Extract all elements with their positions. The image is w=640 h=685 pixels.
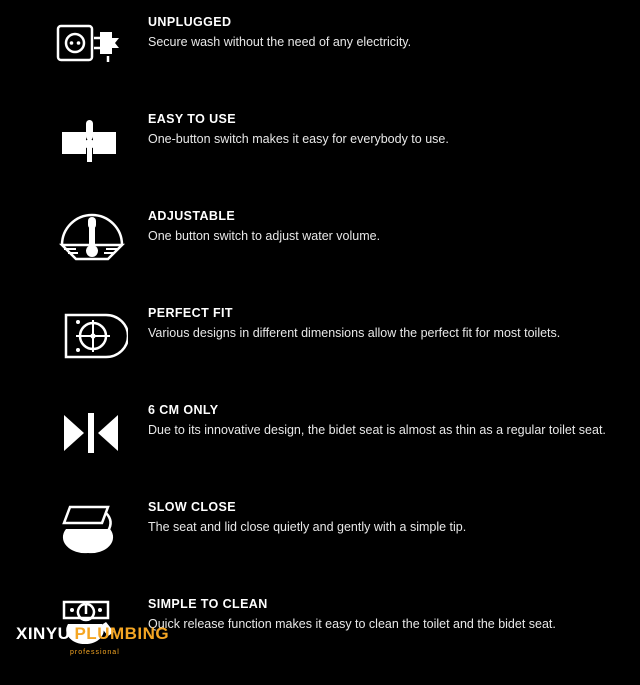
- feature-description: The seat and lid close quietly and gently with a simple tip.: [148, 519, 467, 534]
- feature-text: [148, 103, 449, 147]
- feature-title: UNPLUGGED: [148, 15, 232, 29]
- feature-description: Quick release function makes it easy to clean the toilet and the bidet seat.: [148, 616, 556, 631]
- feature-text: [148, 200, 380, 244]
- feature-description: One-button switch makes it easy for everybody to use.: [148, 131, 449, 146]
- feature-title: SLOW CLOSE: [148, 500, 237, 514]
- adjustable-dial-gauge-icon: [56, 200, 148, 274]
- watermark-brand-secondary: PLUMBING: [74, 624, 170, 643]
- feature-row: [0, 6, 640, 103]
- feature-description: One button switch to adjust water volume.: [148, 228, 381, 243]
- feature-row: [0, 394, 640, 491]
- feature-text: [148, 491, 466, 535]
- watermark-tagline: professional: [70, 649, 120, 656]
- feature-text: [148, 6, 411, 50]
- unplugged-plug-outlet-icon: [56, 6, 148, 80]
- six-cm-only-arrows-icon: [56, 394, 148, 468]
- feature-row: [0, 491, 640, 588]
- watermark: [8, 618, 208, 658]
- feature-text: [148, 297, 560, 341]
- feature-description: Various designs in different dimensions allow the perfect fit for most toilets.: [148, 325, 561, 340]
- feature-description: Due to its innovative design, the bidet seat is almost as thin as a regular toilet seat.: [148, 422, 606, 437]
- feature-text: [148, 588, 556, 632]
- feature-description: Secure wash without the need of any electricity.: [148, 34, 412, 49]
- feature-row: [0, 200, 640, 297]
- watermark-brand-primary: XINYU: [16, 624, 71, 643]
- feature-title: PERFECT FIT: [148, 306, 233, 320]
- feature-title: SIMPLE TO CLEAN: [148, 597, 268, 611]
- easy-to-use-lever-icon: [56, 103, 148, 177]
- perfect-fit-crosshair-icon: [56, 297, 148, 371]
- feature-title: EASY TO USE: [148, 112, 236, 126]
- watermark-brand: [16, 624, 169, 644]
- feature-row: [0, 297, 640, 394]
- slow-close-lid-icon: [56, 491, 148, 565]
- feature-title: ADJUSTABLE: [148, 209, 236, 223]
- feature-row: [0, 103, 640, 200]
- feature-title: 6 CM ONLY: [148, 403, 219, 417]
- feature-text: [148, 394, 606, 438]
